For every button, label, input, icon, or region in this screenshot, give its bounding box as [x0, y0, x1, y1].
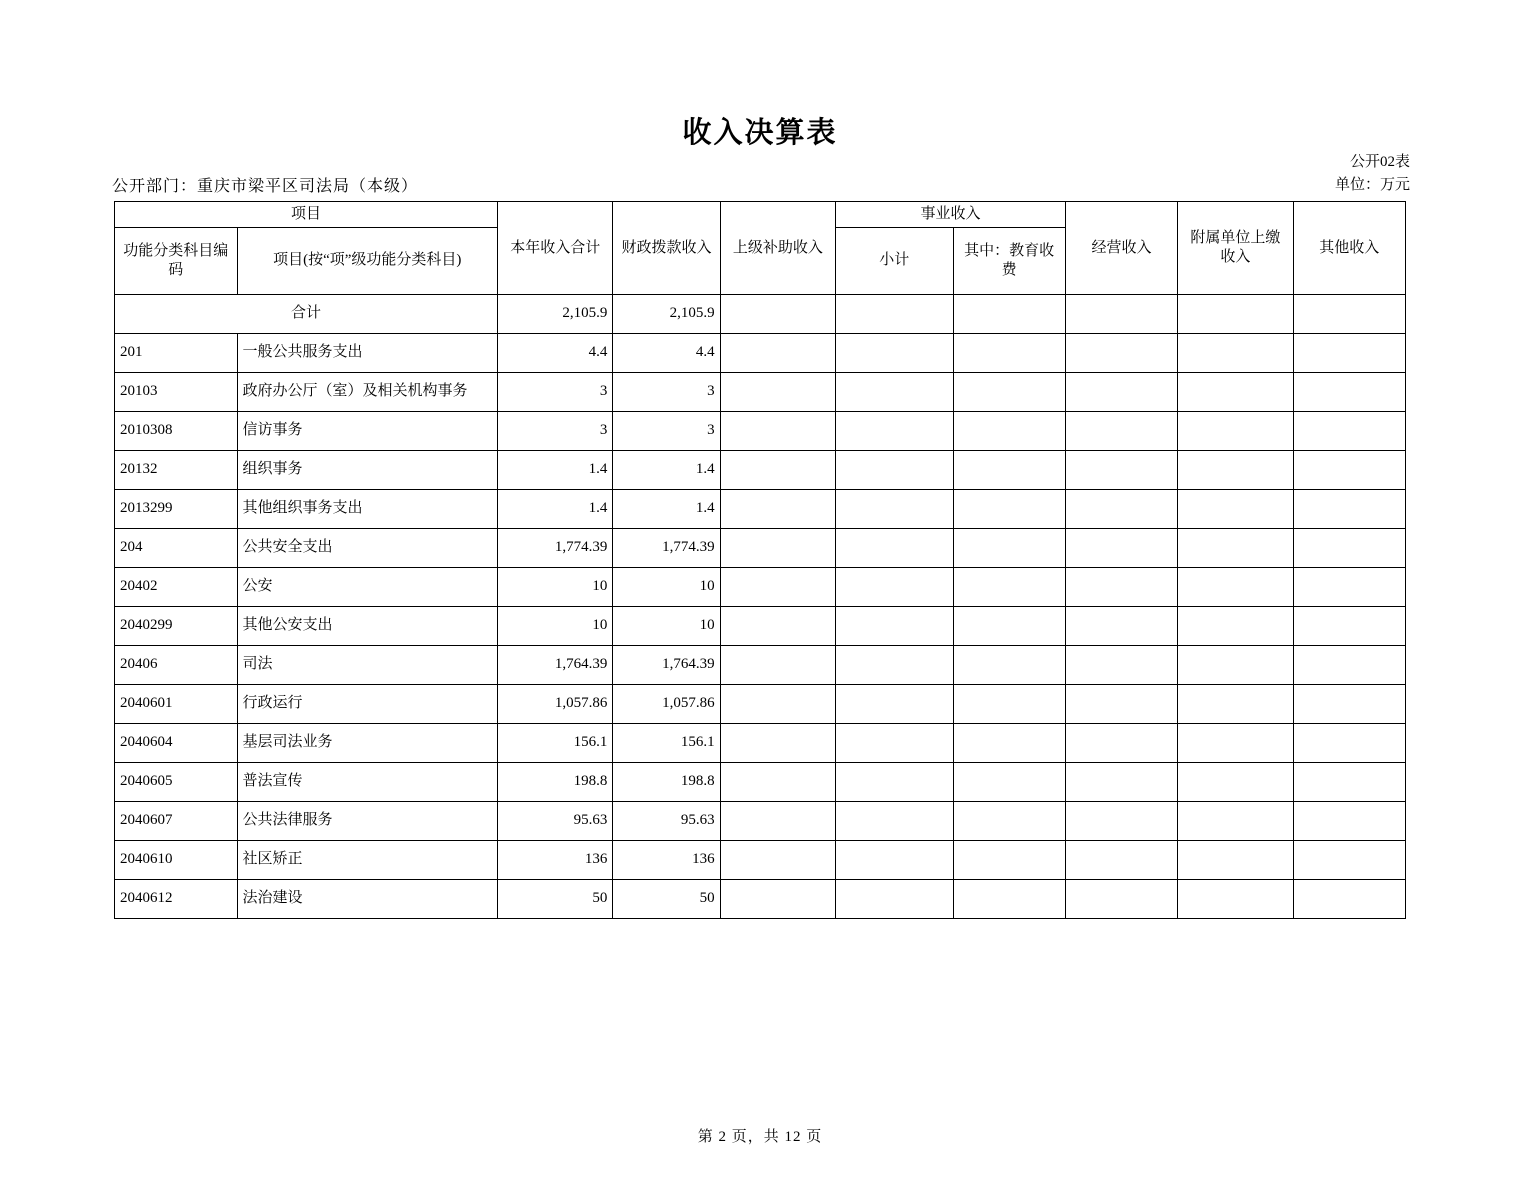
- row-operating-income: [1065, 411, 1177, 450]
- row-business-subtotal: [836, 645, 953, 684]
- header-operating-income: 经营收入: [1065, 202, 1177, 295]
- row-business-subtotal: [836, 801, 953, 840]
- table-row: [115, 645, 1406, 684]
- row-affiliated-unit-income: [1178, 801, 1293, 840]
- row-business-subtotal: [836, 606, 953, 645]
- row-current-year-total: 1,774.39: [498, 528, 613, 567]
- row-current-year-total: 10: [498, 606, 613, 645]
- row-superior-subsidy: [720, 567, 835, 606]
- row-project-name: 公安: [237, 567, 497, 606]
- header-fiscal-appropriation: 财政拨款收入: [613, 202, 720, 295]
- row-superior-subsidy: [720, 879, 835, 918]
- row-code: 20132: [115, 450, 238, 489]
- row-project-name: 公共法律服务: [237, 801, 497, 840]
- row-operating-income: [1065, 840, 1177, 879]
- row-superior-subsidy: [720, 684, 835, 723]
- row-business-subtotal: [836, 762, 953, 801]
- header-superior-subsidy: 上级补助收入: [720, 202, 835, 295]
- row-code: 2040610: [115, 840, 238, 879]
- table-header-row-1: [115, 202, 1406, 228]
- row-superior-subsidy: [720, 840, 835, 879]
- row-affiliated-unit-income: [1178, 372, 1293, 411]
- row-code: 204: [115, 528, 238, 567]
- row-fiscal-appropriation: 10: [613, 567, 720, 606]
- row-other-income: [1293, 801, 1405, 840]
- row-fiscal-appropriation: 156.1: [613, 723, 720, 762]
- row-affiliated-unit-income: [1178, 567, 1293, 606]
- row-operating-income: [1065, 879, 1177, 918]
- row-project-name: 政府办公厅（室）及相关机构事务: [237, 372, 497, 411]
- row-business-subtotal: [836, 489, 953, 528]
- total-current-year-total: 2,105.9: [498, 294, 613, 333]
- row-operating-income: [1065, 801, 1177, 840]
- row-affiliated-unit-income: [1178, 723, 1293, 762]
- row-affiliated-unit-income: [1178, 528, 1293, 567]
- row-fiscal-appropriation: 1.4: [613, 450, 720, 489]
- row-code: 2040604: [115, 723, 238, 762]
- row-other-income: [1293, 879, 1405, 918]
- row-business-subtotal: [836, 879, 953, 918]
- table-row: [115, 879, 1406, 918]
- row-code: 2040607: [115, 801, 238, 840]
- row-superior-subsidy: [720, 762, 835, 801]
- row-current-year-total: 136: [498, 840, 613, 879]
- header-current-year-total: 本年收入合计: [498, 202, 613, 295]
- row-project-name: 组织事务: [237, 450, 497, 489]
- total-label: 合计: [115, 294, 498, 333]
- row-business-education-fee: [953, 567, 1065, 606]
- row-superior-subsidy: [720, 450, 835, 489]
- row-business-education-fee: [953, 489, 1065, 528]
- row-other-income: [1293, 333, 1405, 372]
- row-other-income: [1293, 762, 1405, 801]
- row-code: 2010308: [115, 411, 238, 450]
- row-business-subtotal: [836, 372, 953, 411]
- row-operating-income: [1065, 723, 1177, 762]
- row-project-name: 公共安全支出: [237, 528, 497, 567]
- row-fiscal-appropriation: 3: [613, 411, 720, 450]
- row-project-name: 信访事务: [237, 411, 497, 450]
- row-superior-subsidy: [720, 528, 835, 567]
- row-business-subtotal: [836, 723, 953, 762]
- page-footer: 第 2 页，共 12 页: [697, 1129, 823, 1145]
- row-fiscal-appropriation: 1,057.86: [613, 684, 720, 723]
- table-row: [115, 801, 1406, 840]
- total-operating-income: [1065, 294, 1177, 333]
- header-code: 功能分类科目编码: [115, 227, 238, 294]
- row-superior-subsidy: [720, 801, 835, 840]
- row-project-name: 法治建设: [237, 879, 497, 918]
- row-operating-income: [1065, 372, 1177, 411]
- row-fiscal-appropriation: 1,764.39: [613, 645, 720, 684]
- row-business-subtotal: [836, 684, 953, 723]
- form-number: 公开02表: [1349, 154, 1410, 170]
- row-business-education-fee: [953, 684, 1065, 723]
- row-code: 2040605: [115, 762, 238, 801]
- row-operating-income: [1065, 606, 1177, 645]
- row-business-education-fee: [953, 801, 1065, 840]
- table-row: [115, 567, 1406, 606]
- total-other-income: [1293, 294, 1405, 333]
- row-other-income: [1293, 489, 1405, 528]
- row-operating-income: [1065, 333, 1177, 372]
- header-business-subtotal: 小计: [836, 227, 953, 294]
- row-business-education-fee: [953, 606, 1065, 645]
- table-row: [115, 333, 1406, 372]
- header-other-income: 其他收入: [1293, 202, 1405, 295]
- row-project-name: 其他组织事务支出: [237, 489, 497, 528]
- row-business-education-fee: [953, 411, 1065, 450]
- row-affiliated-unit-income: [1178, 489, 1293, 528]
- table-row: [115, 684, 1406, 723]
- total-business-education-fee: [953, 294, 1065, 333]
- row-affiliated-unit-income: [1178, 606, 1293, 645]
- row-superior-subsidy: [720, 723, 835, 762]
- row-superior-subsidy: [720, 606, 835, 645]
- row-project-name: 社区矫正: [237, 840, 497, 879]
- total-business-subtotal: [836, 294, 953, 333]
- row-current-year-total: 3: [498, 372, 613, 411]
- row-operating-income: [1065, 528, 1177, 567]
- row-business-subtotal: [836, 450, 953, 489]
- row-superior-subsidy: [720, 489, 835, 528]
- row-fiscal-appropriation: 136: [613, 840, 720, 879]
- table-row: [115, 450, 1406, 489]
- row-fiscal-appropriation: 10: [613, 606, 720, 645]
- meta-row: [110, 151, 1410, 201]
- table-row: [115, 762, 1406, 801]
- row-business-education-fee: [953, 723, 1065, 762]
- row-current-year-total: 1,764.39: [498, 645, 613, 684]
- table-body: [115, 294, 1406, 918]
- row-business-education-fee: [953, 333, 1065, 372]
- row-business-subtotal: [836, 567, 953, 606]
- row-other-income: [1293, 528, 1405, 567]
- row-code: 2040299: [115, 606, 238, 645]
- header-project-name: 项目(按“项”级功能分类科目): [237, 227, 497, 294]
- row-current-year-total: 1,057.86: [498, 684, 613, 723]
- total-fiscal-appropriation: 2,105.9: [613, 294, 720, 333]
- row-fiscal-appropriation: 1,774.39: [613, 528, 720, 567]
- row-superior-subsidy: [720, 645, 835, 684]
- form-meta: [1335, 151, 1410, 197]
- table-row: [115, 723, 1406, 762]
- table-row: [115, 372, 1406, 411]
- row-affiliated-unit-income: [1178, 879, 1293, 918]
- row-fiscal-appropriation: 1.4: [613, 489, 720, 528]
- row-code: 201: [115, 333, 238, 372]
- table-row: [115, 489, 1406, 528]
- row-code: 20406: [115, 645, 238, 684]
- income-final-accounts-table: [114, 201, 1406, 919]
- row-other-income: [1293, 723, 1405, 762]
- row-affiliated-unit-income: [1178, 645, 1293, 684]
- row-code: 20103: [115, 372, 238, 411]
- row-project-name: 行政运行: [237, 684, 497, 723]
- row-project-name: 基层司法业务: [237, 723, 497, 762]
- row-business-subtotal: [836, 411, 953, 450]
- row-affiliated-unit-income: [1178, 840, 1293, 879]
- row-business-education-fee: [953, 840, 1065, 879]
- page-title: 收入决算表: [682, 117, 838, 149]
- row-other-income: [1293, 840, 1405, 879]
- row-other-income: [1293, 567, 1405, 606]
- row-current-year-total: 156.1: [498, 723, 613, 762]
- row-project-name: 一般公共服务支出: [237, 333, 497, 372]
- table-row: [115, 528, 1406, 567]
- row-business-education-fee: [953, 528, 1065, 567]
- row-other-income: [1293, 450, 1405, 489]
- total-affiliated-unit-income: [1178, 294, 1293, 333]
- row-superior-subsidy: [720, 411, 835, 450]
- row-other-income: [1293, 606, 1405, 645]
- row-affiliated-unit-income: [1178, 762, 1293, 801]
- row-project-name: 普法宣传: [237, 762, 497, 801]
- total-superior-subsidy: [720, 294, 835, 333]
- row-code: 20402: [115, 567, 238, 606]
- row-superior-subsidy: [720, 333, 835, 372]
- row-business-education-fee: [953, 762, 1065, 801]
- row-fiscal-appropriation: 4.4: [613, 333, 720, 372]
- row-project-name: 其他公安支出: [237, 606, 497, 645]
- row-operating-income: [1065, 450, 1177, 489]
- department-line: 公开部门：重庆市梁平区司法局（本级）: [112, 178, 419, 195]
- row-code: 2040601: [115, 684, 238, 723]
- row-other-income: [1293, 645, 1405, 684]
- row-superior-subsidy: [720, 372, 835, 411]
- page: [0, 110, 1520, 1184]
- header-business-income-group: 事业收入: [836, 202, 1066, 228]
- unit-note: 单位：万元: [1334, 177, 1410, 193]
- row-operating-income: [1065, 762, 1177, 801]
- table-row-total: [115, 294, 1406, 333]
- row-affiliated-unit-income: [1178, 333, 1293, 372]
- row-code: 2040612: [115, 879, 238, 918]
- row-fiscal-appropriation: 3: [613, 372, 720, 411]
- row-business-subtotal: [836, 528, 953, 567]
- row-business-education-fee: [953, 645, 1065, 684]
- row-project-name: 司法: [237, 645, 497, 684]
- table-row: [115, 411, 1406, 450]
- row-fiscal-appropriation: 198.8: [613, 762, 720, 801]
- row-operating-income: [1065, 567, 1177, 606]
- row-business-education-fee: [953, 450, 1065, 489]
- row-current-year-total: 198.8: [498, 762, 613, 801]
- row-code: 2013299: [115, 489, 238, 528]
- header-business-education-fee: 其中：教育收费: [953, 227, 1065, 294]
- row-operating-income: [1065, 489, 1177, 528]
- row-business-subtotal: [836, 333, 953, 372]
- row-fiscal-appropriation: 50: [613, 879, 720, 918]
- row-current-year-total: 1.4: [498, 489, 613, 528]
- row-current-year-total: 4.4: [498, 333, 613, 372]
- table-row: [115, 606, 1406, 645]
- row-current-year-total: 50: [498, 879, 613, 918]
- row-affiliated-unit-income: [1178, 684, 1293, 723]
- row-current-year-total: 95.63: [498, 801, 613, 840]
- row-current-year-total: 10: [498, 567, 613, 606]
- row-other-income: [1293, 411, 1405, 450]
- row-business-education-fee: [953, 372, 1065, 411]
- row-other-income: [1293, 684, 1405, 723]
- header-affiliated-unit-income: 附属单位上缴收入: [1178, 202, 1293, 295]
- row-fiscal-appropriation: 95.63: [613, 801, 720, 840]
- row-affiliated-unit-income: [1178, 450, 1293, 489]
- table-row: [115, 840, 1406, 879]
- row-business-subtotal: [836, 840, 953, 879]
- row-other-income: [1293, 372, 1405, 411]
- row-operating-income: [1065, 684, 1177, 723]
- row-affiliated-unit-income: [1178, 411, 1293, 450]
- row-business-education-fee: [953, 879, 1065, 918]
- header-project-group: 项目: [115, 202, 498, 228]
- row-operating-income: [1065, 645, 1177, 684]
- row-current-year-total: 1.4: [498, 450, 613, 489]
- row-current-year-total: 3: [498, 411, 613, 450]
